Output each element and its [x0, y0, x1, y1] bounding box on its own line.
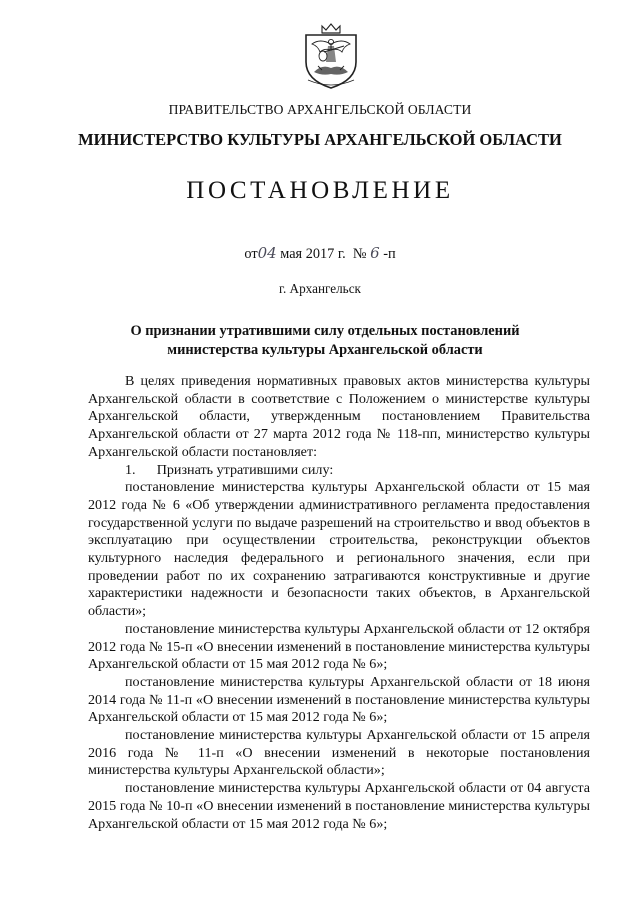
number-sign: №	[352, 246, 367, 262]
date-prefix: от	[244, 246, 258, 262]
city-line: г. Архангельск	[279, 281, 361, 296]
ministry-title: МИНИСТЕРСТВО КУЛЬТУРЫ АРХАНГЕЛЬСКОЙ ОБЛАСТИ	[78, 130, 562, 149]
list-item: постановление министерства культуры Архангельской области от 04 августа 2015 года № 10-п «О внесении изменений в постановление министерства культуры Архангельской области от 15 мая 2012 года № 6»;	[88, 780, 590, 832]
preamble-paragraph: В целях приведения нормативных правовых актов министерства культуры Архангельской области в соответствие с Положением о министерстве культуры Архангельской области, утвержденным постановлением Правительства Архангельской области от 27 марта 2012 года № 118-пп, министерство культуры Архангельской области постановляет:	[88, 373, 590, 460]
list-item: постановление министерства культуры Архангельской области от 15 мая 2012 года № 6 «Об утверждении административного регламента предоставления государственной услуги по выдаче разрешений на строительство и ввод объектов в эксплуатацию при осуществлении строительства, реконструкции объектов культурного наследия федерального и регионального значения, если при проведении работ по их сохранению затрагиваются конструктивные и другие характеристики надежности и безопасности таких объектов, в Архангельской области»;	[88, 479, 590, 620]
number-suffix: -п	[383, 246, 396, 262]
list-item: постановление министерства культуры Архангельской области от 15 апреля 2016 года № 11-п «О внесении изменений в некоторые постановления министерства культуры Архангельской области»;	[88, 727, 590, 779]
document-type-title: ПОСТАНОВЛЕНИЕ	[186, 177, 454, 204]
coat-of-arms-icon	[300, 22, 362, 90]
handwritten-number: 6	[370, 244, 380, 262]
document-body	[88, 373, 590, 833]
date-number-line	[0, 244, 640, 263]
document-heading	[60, 322, 590, 360]
clause-1: 1. Признать утратившими силу:	[125, 461, 334, 478]
government-title: ПРАВИТЕЛЬСТВО АРХАНГЕЛЬСКОЙ ОБЛАСТИ	[168, 102, 472, 117]
list-item: постановление министерства культуры Архангельской области от 12 октября 2012 года № 15-п «О внесении изменений в постановление министерства культуры Архангельской области от 15 мая 2012 года № 6»;	[88, 620, 590, 673]
handwritten-day: 04	[257, 244, 277, 262]
heading-line-2: министерства культуры Архангельской области	[167, 342, 483, 358]
heading-line-1: О признании утратившими силу отдельных постановлений	[130, 323, 520, 339]
date-month-year: мая 2017 г.	[280, 246, 346, 262]
list-item: постановление министерства культуры Архангельской области от 18 июня 2014 года № 11-п «О внесении изменений в постановление министерства культуры Архангельской области от 15 мая 2012 года № 6»;	[88, 673, 590, 726]
